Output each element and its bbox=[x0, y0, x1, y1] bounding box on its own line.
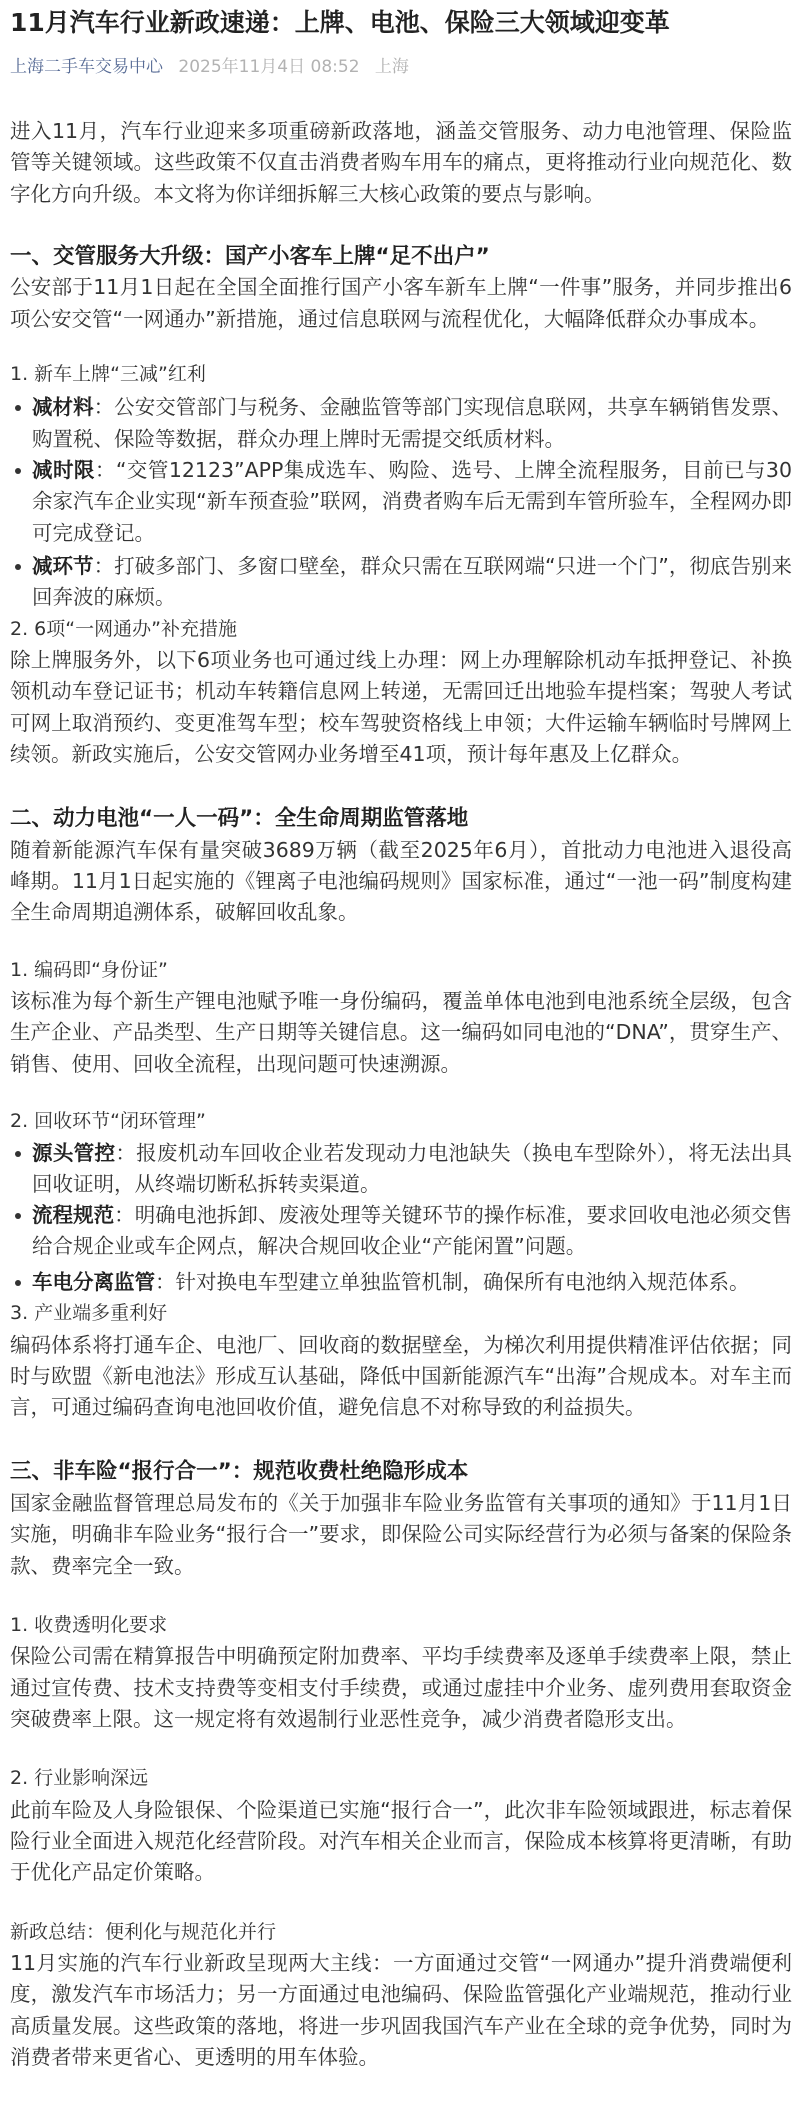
summary-heading: 新政总结：便利化与规范化并行 bbox=[10, 1920, 277, 1943]
item-text: ：报废机动车回收企业若发现动力电池缺失（换电车型除外），将无法出具回收证明，从终端切断私拆转卖渠道。 bbox=[32, 1140, 793, 1196]
paragraph: 保险公司需在精算报告中明确预定附加费率、平均手续费率及逐单手续费率上限，禁止通过宣传费、技术支持费等变相支付手续费，或通过虚挂中介业务、虚列费用套取资金突破费率上限。这一规定将有效遏制行业恶性竞争，减少消费者隐形支出。 bbox=[10, 1644, 792, 1731]
subheading: 2. 6项“一网通办”补充措施 bbox=[10, 617, 237, 640]
list-item bbox=[10, 1138, 792, 1201]
bullet-icon bbox=[15, 1280, 21, 1286]
item-text: ：打破多部门、多窗口壁垒，群众只需在互联网端“只进一个门”，彻底告别来回奔波的麻烦。 bbox=[32, 553, 792, 610]
publish-location: 上海 bbox=[374, 57, 409, 77]
paragraph: 公安部于11月1日起在全国全面推行国产小客车新车上牌“一件事”服务，并同步推出6项公安交管“一网通办”新措施，通过信息联网与流程优化，大幅降低群众办事成本。 bbox=[10, 275, 792, 331]
paragraph: 编码体系将打通车企、电池厂、回收商的数据壁垒，为梯次利用提供精准评估依据；同时与欧盟《新电池法》形成互认基础，降低中国新能源汽车“出海”合规成本。对车主而言，可通过编码查询电池回收价值，避免信息不对称导致的利益损失。 bbox=[10, 1332, 792, 1420]
item-text: ：“交管12123”APP集成选车、购险、选号、上牌全流程服务，目前已与30余家汽车企业实现“新车预查验”联网，消费者购车后无需到车管所验车，全程网办即可完成登记。 bbox=[32, 458, 792, 545]
subheading: 3. 产业端多重利好 bbox=[10, 1302, 168, 1325]
bullet-list bbox=[10, 1138, 792, 1298]
article-meta bbox=[10, 51, 792, 83]
paragraph: 此前车险及人身险银保、个险渠道已实施“报行合一”，此次非车险领域跟进，标志着保险行业全面进入规范化经营阶段。对汽车相关企业而言，保险成本核算将更清晰，有助于优化产品定价策略。 bbox=[10, 1797, 792, 1885]
source-account-link[interactable]: 上海二手车交易中心 bbox=[10, 57, 163, 77]
item-term: 车电分离监管 bbox=[32, 1269, 155, 1294]
list-item bbox=[10, 1200, 792, 1263]
item-text: ：公安交管部门与税务、金融监管等部门实现信息联网，共享车辆销售发票、购置税、保险等数据，群众办理上牌时无需提交纸质材料。 bbox=[32, 395, 792, 451]
bullet-icon bbox=[15, 405, 21, 411]
section-heading: 一、交管服务大升级：国产小客车上牌“足不出户” bbox=[10, 243, 490, 269]
item-term: 源头管控 bbox=[32, 1140, 116, 1165]
summary-paragraph: 11月实施的汽车行业新政呈现两大主线：一方面通过交管“一网通办”提升消费端便利度，激发汽车市场活力；另一方面通过电池编码、保险监管强化产业端规范，推动行业高质量发展。这些政策的落地，将进一步巩固我国汽车产业在全球的竞争优势，同时为消费者带来更省心、更透明的用车体验。 bbox=[10, 1951, 792, 2069]
item-text: ：明确电池拆卸、废液处理等关键环节的操作标准，要求回收电池必须交售给合规企业或车企网点，解决合规回收企业“产能闲置”问题。 bbox=[32, 1203, 793, 1259]
section-heading: 二、动力电池“一人一码”：全生命周期监管落地 bbox=[10, 806, 469, 832]
section-heading: 三、非车险“报行合一”：规范收费杜绝隐形成本 bbox=[10, 1459, 469, 1485]
item-term: 减材料 bbox=[32, 395, 94, 420]
bullet-icon bbox=[15, 1151, 21, 1157]
paragraph: 国家金融监督管理总局发布的《关于加强非车险业务监管有关事项的通知》于11月1日实施，明确非车险业务“报行合一”要求，即保险公司实际经营行为必须与备案的保险条款、费率完全一致。 bbox=[10, 1490, 792, 1578]
bullet-icon bbox=[15, 1213, 21, 1219]
article-title: 11月汽车行业新政速递：上牌、电池、保险三大领域迎变革 bbox=[10, 8, 670, 37]
subheading: 2. 回收环节“闭环管理” bbox=[10, 1110, 206, 1133]
item-text: ：针对换电车型建立单独监管机制，确保所有电池纳入规范体系。 bbox=[155, 1269, 750, 1294]
publish-datetime: 2025年11月4日 08:52 bbox=[178, 57, 360, 77]
bullet-icon bbox=[15, 468, 21, 474]
list-item bbox=[10, 1267, 792, 1298]
subheading: 1. 编码即“身份证” bbox=[10, 958, 168, 981]
bullet-icon bbox=[15, 564, 21, 570]
item-term: 流程规范 bbox=[32, 1203, 115, 1228]
subheading: 1. 新车上牌“三减”红利 bbox=[10, 362, 206, 385]
intro-paragraph: 进入11月，汽车行业迎来多项重磅新政落地，涵盖交管服务、动力电池管理、保险监管等关键领域。这些政策不仅直击消费者购车用车的痛点，更将推动行业向规范化、数字化方向升级。本文将为你详细拆解三大核心政策的要点与影响。 bbox=[10, 119, 792, 206]
list-item bbox=[10, 392, 792, 455]
list-item bbox=[10, 551, 792, 614]
subheading: 1. 收费透明化要求 bbox=[10, 1613, 168, 1636]
subheading: 2. 行业影响深远 bbox=[10, 1767, 149, 1790]
paragraph: 随着新能源汽车保有量突破3689万辆（截至2025年6月），首批动力电池进入退役高峰期。11月1日起实施的《锂离子电池编码规则》国家标准，通过“一池一码”制度构建全生命周期追溯体系，破解回收乱象。 bbox=[10, 837, 792, 925]
item-term: 减环节 bbox=[32, 553, 94, 578]
bullet-list bbox=[10, 392, 792, 613]
paragraph: 除上牌服务外，以下6项业务也可通过线上办理：网上办理解除机动车抵押登记、补换领机动车登记证书；机动车转籍信息网上转递，无需回迁出地验车提档案；驾驶人考试可网上取消预约、变更准驾车型；校车驾驶资格线上申领；大件运输车辆临时号牌网上续领。新政实施后，公安交管网办业务增至41项，预计每年惠及上亿群众。 bbox=[10, 648, 792, 766]
list-item bbox=[10, 455, 792, 549]
item-term: 减时限 bbox=[32, 458, 95, 483]
paragraph: 该标准为每个新生产锂电池赋予唯一身份编码，覆盖单体电池到电池系统全层级，包含生产企业、产品类型、生产日期等关键信息。这一编码如同电池的“DNA”，贯穿生产、销售、使用、回收全流程，出现问题可快速溯源。 bbox=[10, 989, 792, 1076]
